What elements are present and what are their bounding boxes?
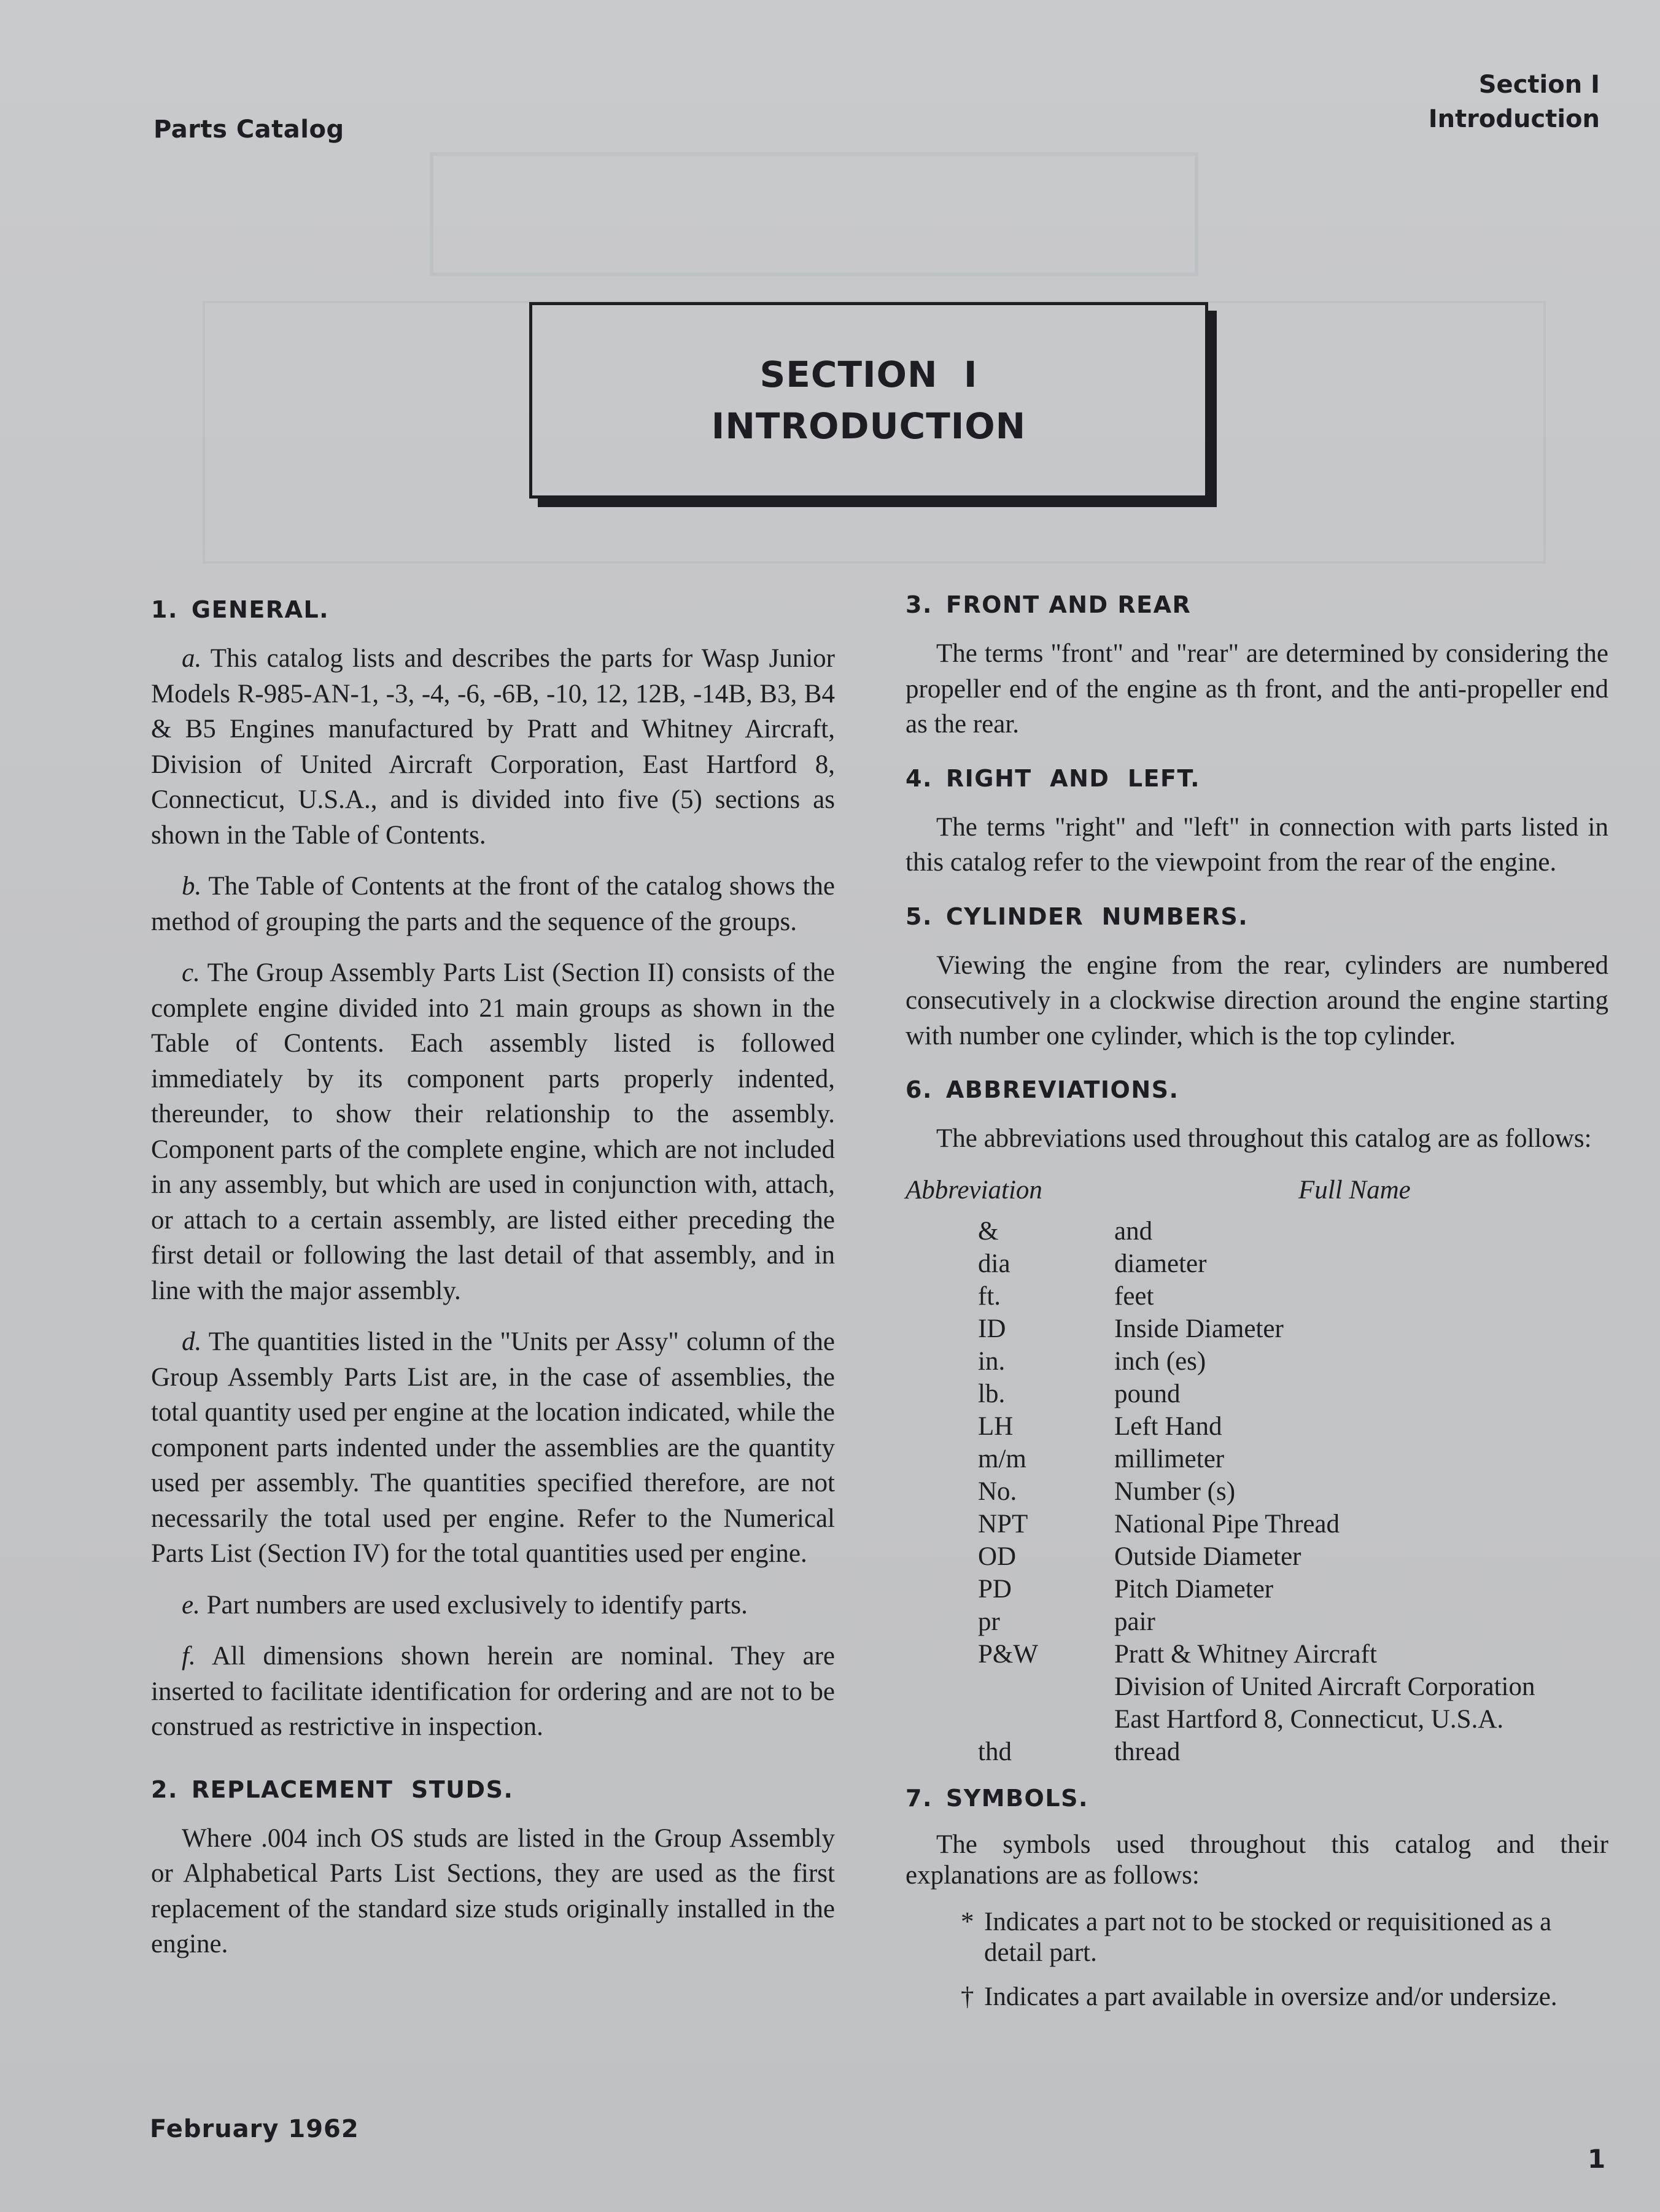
heading-number: 6.	[906, 1076, 933, 1103]
paragraph-cylinder-numbers: Viewing the engine from the rear, cylinders are numbered consecutively in a clockwise direction around the engine starting with number one cylinder, which is the top cylinder.	[906, 950, 1608, 1050]
abbreviation-table-header	[906, 1173, 1608, 1208]
full-name-cell: thread	[1114, 1737, 1181, 1766]
abbreviation-cell: m/m	[978, 1444, 1026, 1473]
paragraph-abbreviations: The abbreviations used throughout this catalog are as follows:	[936, 1124, 1592, 1153]
symbol-item-asterisk	[906, 1907, 1608, 1968]
abbreviation-cell: &	[978, 1216, 999, 1246]
full-name-cell: Pitch Diameter	[1114, 1574, 1274, 1604]
abbreviation-cell: PD	[978, 1574, 1012, 1604]
full-name-cell: Number (s)	[1114, 1477, 1236, 1506]
paragraph-right-left: The terms "right" and "left" in connection with parts listed in this catalog refer to the viewpoint from the rear of the engine.	[906, 812, 1608, 877]
heading-number: 1.	[151, 596, 178, 623]
symbol-description: Indicates a part not to be stocked or requisitioned as a detail part.	[984, 1907, 1552, 1967]
paragraph-text: Part numbers are used exclusively to identify parts.	[206, 1590, 748, 1620]
abbreviation-row	[906, 1605, 1608, 1638]
abbreviation-cell: lb.	[978, 1379, 1006, 1408]
paragraph-front-rear: The terms "front" and "rear" are determined by considering the propeller end of the engine as th front, and the anti-propeller end as the rear.	[906, 639, 1608, 739]
paragraph-general-c	[151, 955, 835, 1308]
heading-symbols	[906, 1783, 1608, 1814]
heading-text: CYLINDER NUMBERS.	[945, 902, 1249, 930]
abbreviation-cell: OD	[978, 1542, 1017, 1571]
abbreviation-row	[906, 1736, 1608, 1768]
running-header-title: Introduction	[1428, 105, 1600, 133]
heading-number: 3.	[906, 591, 933, 618]
section-title-box	[529, 302, 1208, 499]
page-number: 1	[1588, 2144, 1606, 2174]
abbreviation-row	[906, 1345, 1608, 1378]
heading-replacement-studs	[151, 1774, 835, 1805]
paragraph-symbols: The symbols used throughout this catalog and their explanations are as follows:	[906, 1830, 1608, 1890]
heading-text: RIGHT AND LEFT.	[945, 764, 1201, 792]
bleed-through-ghost-box	[430, 152, 1198, 276]
paragraph-replacement-studs: Where .004 inch OS studs are listed in the Group Assembly or Alphabetical Parts List Sections, they are used as the first replacement of the standard size studs originally installed in the engine.	[151, 1823, 835, 1958]
paragraph-general-d	[151, 1324, 835, 1572]
abbreviation-row	[906, 1475, 1608, 1508]
full-name-cell: Division of United Aircraft Corporation	[1114, 1672, 1535, 1701]
full-name-cell: feet	[1114, 1281, 1154, 1311]
paragraph-text: The Table of Contents at the front of the catalog shows the method of grouping the parts and the sequence of the groups.	[151, 872, 835, 936]
abbreviation-cell: dia	[978, 1249, 1010, 1278]
heading-text: ABBREVIATIONS.	[945, 1076, 1179, 1103]
heading-abbreviations	[906, 1074, 1608, 1105]
abbreviation-row	[906, 1671, 1608, 1703]
abbreviation-row	[906, 1280, 1608, 1313]
paragraph-general-b	[151, 869, 835, 939]
asterisk-symbol-icon: *	[961, 1907, 974, 1936]
running-header-section: Section I	[1478, 71, 1600, 99]
section-title-name: INTRODUCTION	[711, 405, 1026, 447]
abbreviation-cell: No.	[978, 1477, 1017, 1506]
heading-text: SYMBOLS.	[945, 1784, 1088, 1812]
paragraph-label: e.	[182, 1590, 200, 1620]
paragraph-text: The Group Assembly Parts List (Section II) consists of the complete engine divided into 21 main groups as shown in the Table of Contents. Each assembly listed is followed immediately by its component parts properly indented, thereunder, to show their relationship to the assembly. Component parts of the complete engine, which are not included in any assembly, but which are used in conjunction with, attach, or attach to a certain assembly, are listed either preceding the first detail or following the last detail of that assembly, and in line with the major assembly.	[151, 958, 835, 1305]
full-name-cell: Inside Diameter	[1114, 1314, 1284, 1343]
abbreviation-cell: NPT	[978, 1509, 1028, 1539]
paragraph-label: d.	[182, 1327, 202, 1356]
abbreviation-row	[906, 1378, 1608, 1410]
full-name-cell: Left Hand	[1114, 1411, 1222, 1441]
abbreviation-cell: in.	[978, 1346, 1006, 1376]
heading-number: 5.	[906, 902, 933, 930]
abbreviation-row	[906, 1573, 1608, 1605]
abbreviation-row	[906, 1540, 1608, 1573]
abbreviation-row	[906, 1703, 1608, 1736]
heading-right-left	[906, 763, 1608, 794]
abbreviation-row	[906, 1508, 1608, 1540]
column-header-abbreviation: Abbreviation	[906, 1175, 1042, 1205]
heading-general	[151, 594, 835, 625]
heading-text: REPLACEMENT STUDS.	[191, 1775, 514, 1803]
abbreviation-cell: P&W	[978, 1639, 1038, 1669]
running-header-left: Parts Catalog	[153, 115, 344, 144]
abbreviation-row	[906, 1410, 1608, 1443]
paragraph-general-e	[151, 1588, 835, 1623]
abbreviation-row	[906, 1638, 1608, 1671]
full-name-cell: pound	[1114, 1379, 1181, 1408]
abbreviation-table	[906, 1215, 1608, 1768]
paragraph-text: All dimensions shown herein are nominal. They are inserted to facilitate identification for ordering and are not to be construed as restrictive in inspection.	[151, 1642, 836, 1741]
full-name-cell: Outside Diameter	[1114, 1542, 1301, 1571]
full-name-cell: and	[1114, 1216, 1153, 1246]
abbreviation-cell: pr	[978, 1607, 1000, 1636]
heading-cylinder-numbers	[906, 901, 1608, 932]
footer-date: February 1962	[150, 2115, 359, 2143]
section-title-number: SECTION I	[759, 354, 978, 395]
paragraph-label: a.	[182, 644, 202, 673]
paragraph-label: c.	[182, 958, 200, 987]
dagger-symbol-icon: †	[961, 1982, 974, 2011]
abbreviation-cell: thd	[978, 1737, 1012, 1766]
abbreviation-row	[906, 1215, 1608, 1248]
full-name-cell: inch (es)	[1114, 1346, 1206, 1376]
heading-text: FRONT AND REAR	[945, 591, 1192, 618]
abbreviation-row	[906, 1313, 1608, 1345]
abbreviation-cell	[906, 1671, 1114, 1703]
heading-number: 4.	[906, 764, 933, 792]
left-column	[151, 594, 835, 1978]
paragraph-general-a	[151, 641, 835, 853]
full-name-cell: millimeter	[1114, 1444, 1225, 1473]
symbol-item-dagger	[906, 1982, 1608, 2012]
paragraph-label: f.	[182, 1642, 196, 1671]
full-name-cell: diameter	[1114, 1249, 1207, 1278]
abbreviation-cell: ID	[978, 1314, 1006, 1343]
heading-number: 2.	[151, 1775, 178, 1803]
symbol-description: Indicates a part available in oversize and/or undersize.	[984, 1982, 1557, 2011]
full-name-cell: pair	[1114, 1607, 1155, 1636]
full-name-cell: National Pipe Thread	[1114, 1509, 1340, 1539]
heading-number: 7.	[906, 1784, 933, 1812]
paragraph-general-f	[151, 1639, 835, 1745]
full-name-cell: Pratt & Whitney Aircraft	[1114, 1639, 1377, 1669]
heading-front-rear	[906, 589, 1608, 620]
column-header-full-name: Full Name	[1298, 1175, 1411, 1205]
full-name-cell: East Hartford 8, Connecticut, U.S.A.	[1114, 1704, 1504, 1734]
abbreviation-cell	[906, 1703, 1114, 1736]
paragraph-text: The quantities listed in the "Units per Assy" column of the Group Assembly Parts List are, in the case of assemblies, the total quantity used per engine at the location indicated, while the component parts indented under the assemblies are the quantity used per assembly. The quantities specified therefore, are not necessarily the total used per engine. Refer to the Numerical Parts List (Section IV) for the total quantities used per engine.	[151, 1327, 835, 1568]
paragraph-label: b.	[182, 872, 202, 901]
paragraph-text: This catalog lists and describes the parts for Wasp Junior Models R-985-AN-1, -3, -4, -6, -6B, -10, 12, 12B, -14B, B3, B4 & B5 Engines manufactured by Pratt and Whitney Aircraft, Division of United Aircraft Corporation, East Hartford 8, Connecticut, U.S.A., and is divided into five (5) sections as shown in the Table of Contents.	[151, 644, 836, 850]
running-header-right	[1429, 68, 1600, 136]
abbreviation-cell: ft.	[978, 1281, 1001, 1311]
abbreviation-cell: LH	[978, 1411, 1014, 1441]
heading-text: GENERAL.	[191, 596, 330, 623]
abbreviation-row	[906, 1248, 1608, 1280]
abbreviation-row	[906, 1443, 1608, 1475]
right-column	[906, 589, 1608, 2026]
